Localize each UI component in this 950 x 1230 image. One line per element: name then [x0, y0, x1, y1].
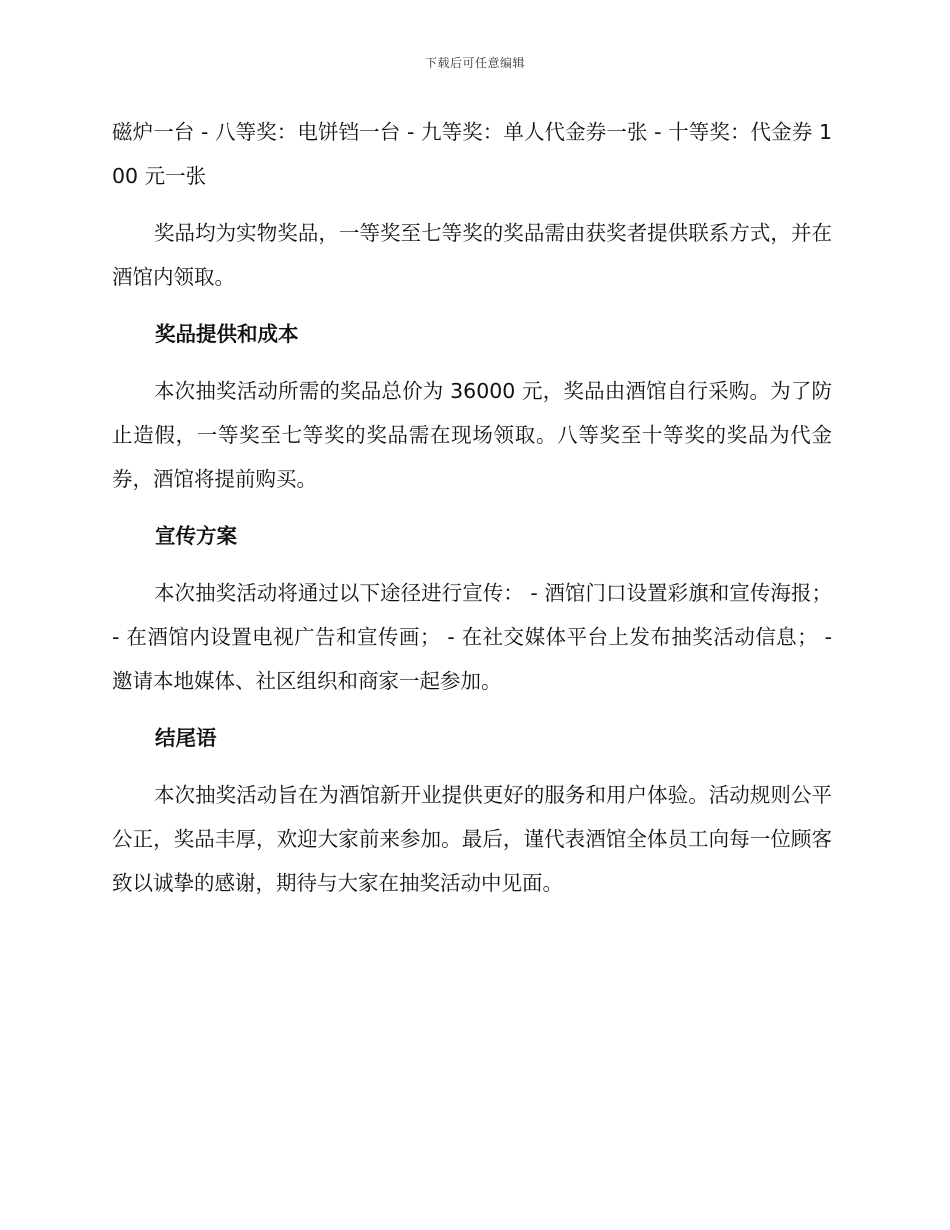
- paragraph-gap: [112, 198, 832, 211]
- paragraph-gap: [112, 356, 832, 369]
- cost-paragraph: 本次抽奖活动所需的奖品总价为 36000 元，奖品由酒馆自行采购。为了防止造假，一等奖至七等奖的奖品需在现场领取。八等奖至十等奖的奖品为代金券，酒馆将提前购买。: [112, 379, 832, 491]
- closing-heading: 结尾语: [155, 726, 217, 750]
- promo-paragraph: 本次抽奖活动将通过以下途径进行宣传： - 酒馆门口设置彩旗和宣传海报； - 在酒馆内设置电视广告和宣传画； - 在社交媒体平台上发布抽奖活动信息； - 邀请本地媒体、社区组织和商家一起参加。: [112, 581, 832, 693]
- promo-heading: 宣传方案: [155, 524, 237, 548]
- paragraph-gap: [112, 703, 832, 716]
- cost-heading: 奖品提供和成本: [155, 322, 299, 346]
- paragraph-gap: [112, 558, 832, 571]
- paragraph-gap: [112, 760, 832, 773]
- paragraph-gap: [112, 501, 832, 514]
- prize-claim-paragraph: 奖品均为实物奖品，一等奖至七等奖的奖品需由获奖者提供联系方式，并在酒馆内领取。: [112, 221, 832, 289]
- header-note: 下载后可任意编辑: [424, 56, 525, 70]
- document-body: [112, 110, 832, 905]
- closing-paragraph: 本次抽奖活动旨在为酒馆新开业提供更好的服务和用户体验。活动规则公平公正，奖品丰厚，欢迎大家前来参加。最后，谨代表酒馆全体员工向每一位顾客致以诚挚的感谢，期待与大家在抽奖活动中见面。: [112, 783, 832, 895]
- prize-list-paragraph: 磁炉一台 - 八等奖：电饼铛一台 - 九等奖：单人代金券一张 - 十等奖：代金券 100 元一张: [112, 120, 832, 188]
- paragraph-gap: [112, 299, 832, 312]
